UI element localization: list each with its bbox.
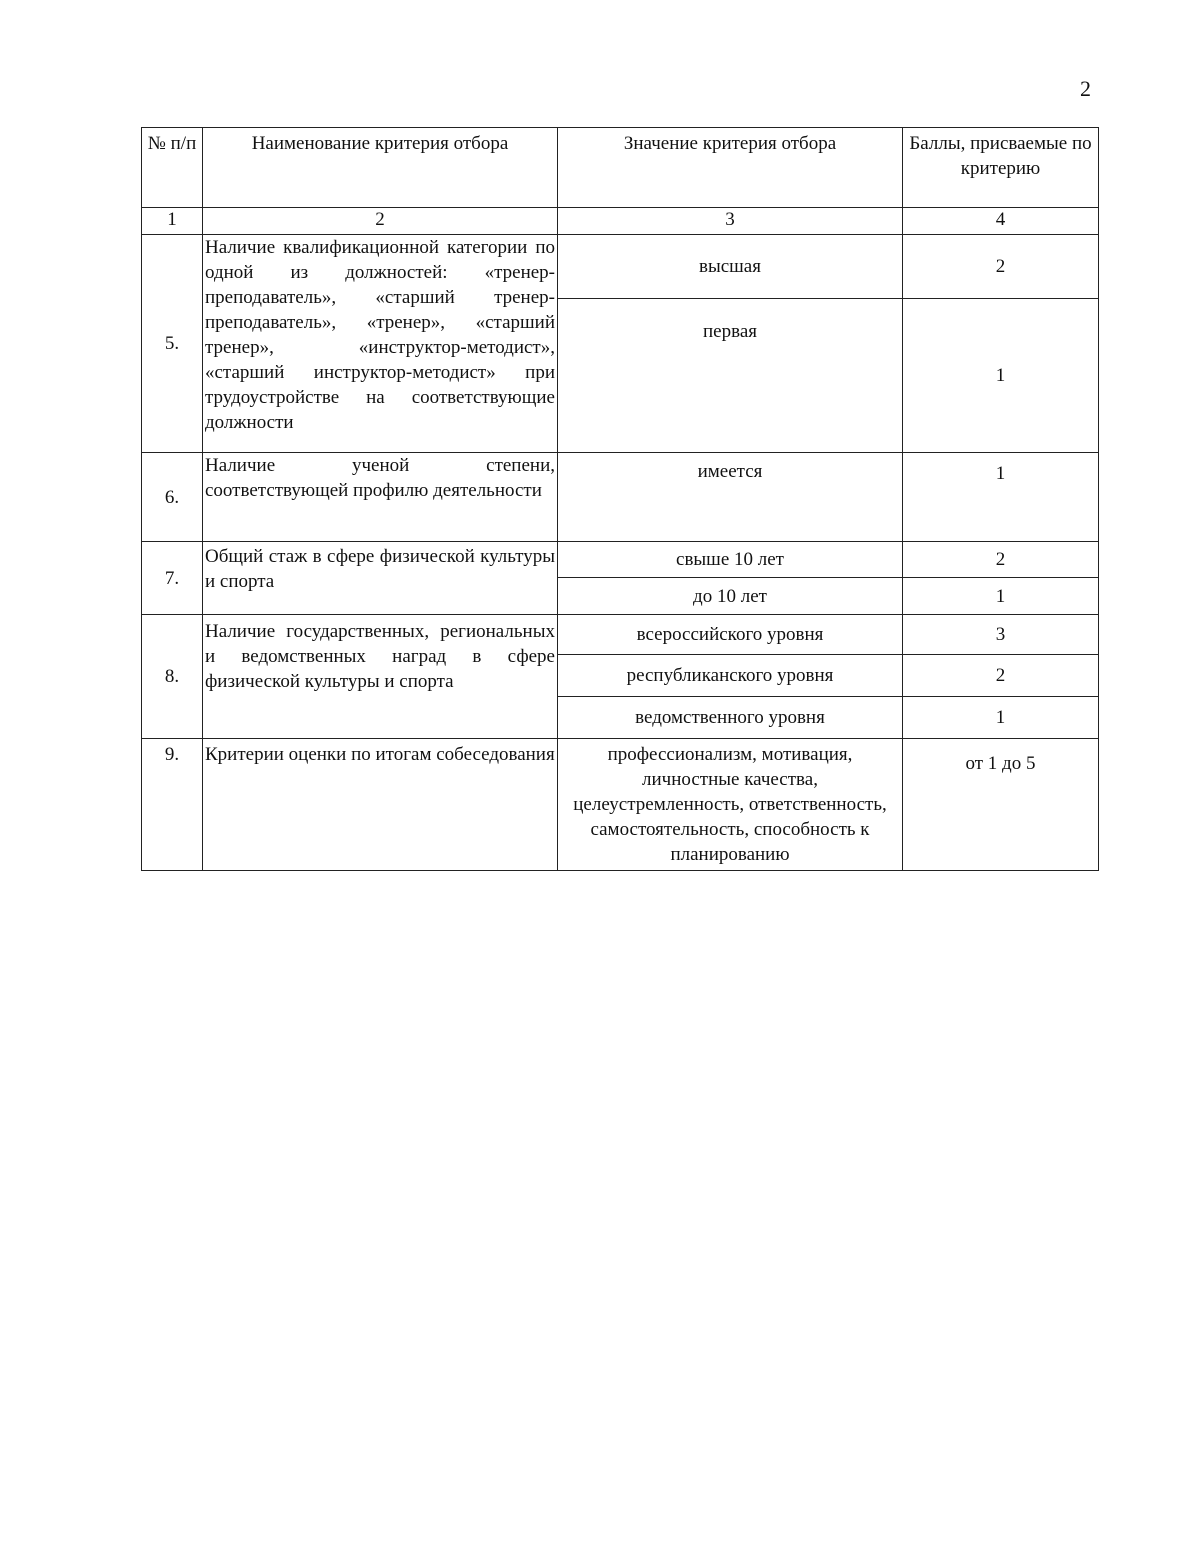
column-index: 2 <box>203 208 558 235</box>
criterion-value: всероссийского уровня <box>558 615 903 655</box>
criterion-points: 3 <box>903 615 1099 655</box>
criterion-points: 1 <box>903 697 1099 739</box>
criterion-value: первая <box>558 299 903 453</box>
criterion-value: профессионализм, мотивация, личностные качества, целеустремленность, ответственность, самостоятельность, способность к планированию <box>558 739 903 871</box>
table-row <box>142 453 1099 542</box>
row-number: 8. <box>142 615 203 739</box>
table-header-row <box>142 128 1099 208</box>
criterion-points: 2 <box>903 542 1099 578</box>
page-number: 2 <box>1080 76 1091 101</box>
row-number: 5. <box>142 235 203 453</box>
criterion-points: от 1 до 5 <box>903 739 1099 871</box>
criterion-value: ведомственного уровня <box>558 697 903 739</box>
criterion-name: Общий стаж в сфере физической культуры и спорта <box>203 542 558 615</box>
column-index: 1 <box>142 208 203 235</box>
criterion-name: Наличие квалификационной категории по одной из должностей: «тренер-преподаватель», «старший тренер-преподаватель», «тренер», «старший тренер», «инструктор-методист», «старший инструктор-методист» при трудоустройстве на соответствующие должности <box>203 235 558 453</box>
header-value: Значение критерия отбора <box>558 128 903 208</box>
criterion-name: Критерии оценки по итогам собеседования <box>203 739 558 871</box>
row-number: 7. <box>142 542 203 615</box>
row-number: 6. <box>142 453 203 542</box>
criterion-value: высшая <box>558 235 903 299</box>
criteria-table <box>141 127 1099 871</box>
criterion-name: Наличие государственных, региональных и ведомственных наград в сфере физической культуры и спорта <box>203 615 558 739</box>
criterion-points: 1 <box>903 578 1099 615</box>
table-row <box>142 542 1099 578</box>
row-number: 9. <box>142 739 203 871</box>
criterion-points: 1 <box>903 299 1099 453</box>
header-name: Наименование критерия отбора <box>203 128 558 208</box>
criterion-value: имеется <box>558 453 903 542</box>
column-index: 3 <box>558 208 903 235</box>
criterion-points: 1 <box>903 453 1099 542</box>
criterion-points: 2 <box>903 235 1099 299</box>
criterion-value: республиканского уровня <box>558 655 903 697</box>
table-row <box>142 739 1099 871</box>
criterion-points: 2 <box>903 655 1099 697</box>
table-row <box>142 235 1099 299</box>
criterion-value: до 10 лет <box>558 578 903 615</box>
criterion-name: Наличие ученой степени, соответствующей профилю деятельности <box>203 453 558 542</box>
header-points: Баллы, присваемые по критерию <box>903 128 1099 208</box>
column-index: 4 <box>903 208 1099 235</box>
criterion-value: свыше 10 лет <box>558 542 903 578</box>
column-index-row <box>142 208 1099 235</box>
table-row <box>142 615 1099 655</box>
header-num: № п/п <box>142 128 203 208</box>
